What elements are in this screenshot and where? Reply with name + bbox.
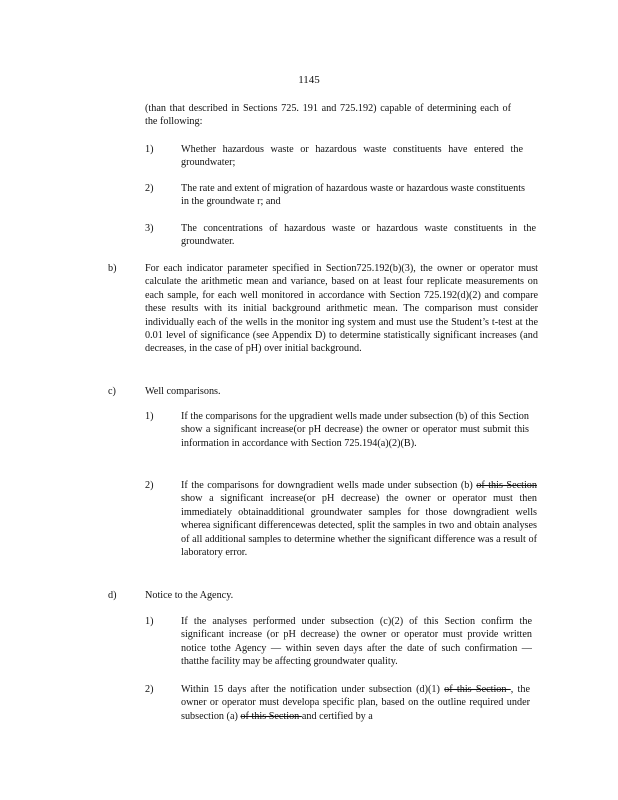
item-d2-text-part1: Within 15 days after the notification under subsection (d)(1)	[181, 684, 445, 695]
item-d2-text	[181, 683, 530, 723]
intro-paragraph: (than that described in Sections 725. 191 and 725.192) capable of determining each of the following:	[145, 103, 511, 128]
item-a3-text: The concentrations of hazardous waste or hazardous waste constituents in the groundwater.	[181, 223, 536, 248]
item-d2-struck-text-2: of this Section	[240, 710, 302, 722]
item-d2-label: 2)	[145, 684, 154, 695]
section-b-label: b)	[108, 263, 117, 274]
item-c2-text-start: If the comparisons for downgradient wells made under subsection (b)	[181, 480, 477, 491]
section-b-text: For each indicator parameter specified in Section725.192(b)(3), the owner or operator must calculate the arithmetic mean and variance, based on at least four replicate measurements on each sample, for each well monitored in accordance with Section 725.192(d)(2) and compare these results with its initial background arithmetic mean. The comparison must consider individually each of the wells in the monitor ing system and must use the Student’s t-test at the 0.01 level of significance (see Appendix D) to determine statistically significant increases (and decreases, in the case of pH) over initial background.	[145, 263, 538, 355]
section-c-label: c)	[108, 386, 116, 397]
item-d1-label: 1)	[145, 616, 154, 627]
section-d-label: d)	[108, 590, 117, 601]
item-a3-label: 3)	[145, 223, 154, 234]
item-c2-label: 2)	[145, 480, 154, 491]
item-c2-text-end: show a significant increase(or pH decrease) the owner or operator must then immediately obtainadditional groundwater samples for those downgradient wells wherea significant differencewas detected, split the samples in two and obtain analyses of all additional samples to determine whether the significant difference was a result of laboratory error.	[181, 493, 537, 559]
item-c1-label: 1)	[145, 411, 154, 422]
item-a1-label: 1)	[145, 144, 154, 155]
item-c2-struck-text: of this Section	[476, 480, 537, 491]
item-a2-label: 2)	[145, 183, 154, 194]
item-a2-text: The rate and extent of migration of hazardous waste or hazardous waste constituents in the groundwate r; and	[181, 183, 525, 208]
section-c-heading: Well comparisons.	[145, 386, 221, 397]
item-c2-text	[181, 479, 537, 559]
page-number: 1145	[298, 74, 320, 86]
item-d2-text-part2: , the owner or operator must developa specific plan, based on the outline required under subsection (a)	[181, 684, 530, 722]
item-d2-text-part3: and certified by a	[301, 710, 373, 722]
item-d1-text: If the analyses performed under subsection (c)(2) of this Section confirm the significant increase (or pH decrease) the owner or operator must provide written notice tothe Agency — within seven days after the date of such confirmation — thatthe facility may be affecting groundwater quality.	[181, 616, 532, 668]
item-d2-struck-text-1: of this Section	[444, 684, 511, 695]
section-d-heading: Notice to the Agency.	[145, 590, 234, 601]
item-a1-text: Whether hazardous waste or hazardous waste constituents have entered the groundwater;	[181, 144, 523, 169]
item-c1-text: If the comparisons for the upgradient wells made under subsection (b) of this Section show a significant increase(or pH decrease) the owner or operator must submit this information in accordance with Section 725.194(a)(2)(B).	[181, 411, 529, 449]
